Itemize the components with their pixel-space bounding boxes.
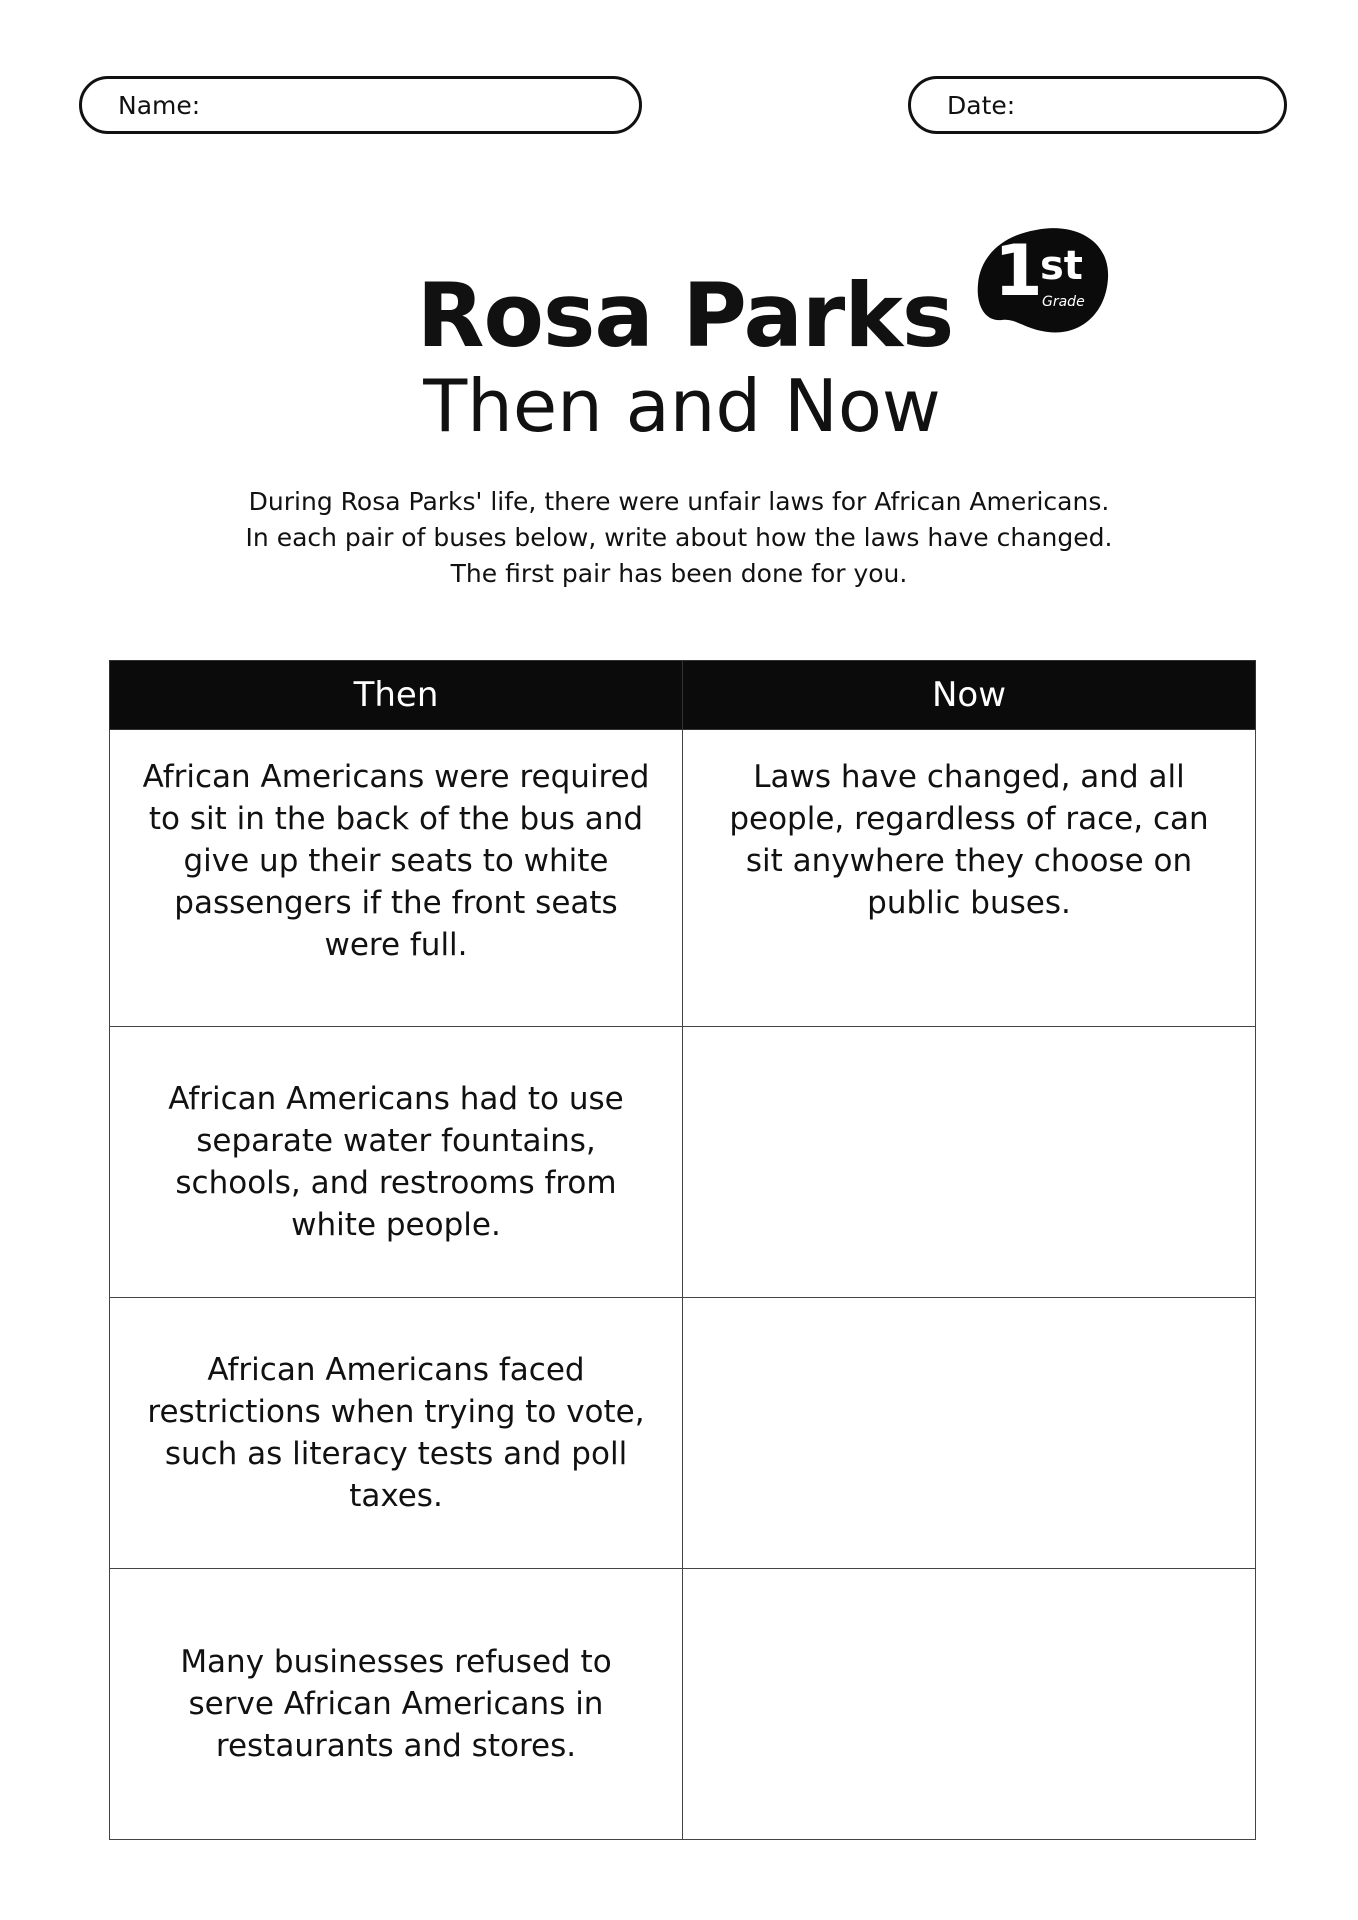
now-text: Laws have changed, and all people, regardless of race, can sit anywhere they choose on public buses. <box>729 759 1209 921</box>
name-label: Name: <box>118 90 201 120</box>
then-text: African Americans had to use separate water fountains, schools, and restrooms from white people. <box>168 1081 624 1243</box>
then-column-header: Then <box>110 661 683 730</box>
grade-number: 1 <box>994 230 1043 312</box>
then-text: African Americans faced restrictions when trying to vote, such as literacy tests and poll taxes. <box>147 1352 645 1514</box>
then-cell <box>110 1027 683 1298</box>
then-cell <box>110 730 683 1027</box>
worksheet-subtitle: Then and Now <box>423 364 941 448</box>
worksheet-title: Rosa Parks <box>416 264 954 367</box>
then-now-table <box>109 660 1256 1840</box>
now-cell[interactable] <box>683 730 1256 1027</box>
instruction-line: The first pair has been done for you. <box>450 559 908 588</box>
now-cell[interactable] <box>683 1027 1256 1298</box>
now-column-header: Now <box>683 661 1256 730</box>
table-row <box>110 1298 1256 1569</box>
now-cell[interactable] <box>683 1298 1256 1569</box>
grade-caption: Grade <box>1042 294 1085 310</box>
table-row <box>110 1569 1256 1840</box>
table-header-row <box>110 661 1256 730</box>
date-field[interactable] <box>908 76 1287 134</box>
date-label: Date: <box>947 90 1016 120</box>
instruction-line: In each pair of buses below, write about how the laws have changed. <box>245 523 1113 552</box>
now-cell[interactable] <box>683 1569 1256 1840</box>
grade-suffix: st <box>1040 243 1083 289</box>
then-text: Many businesses refused to serve African Americans in restaurants and stores. <box>180 1644 612 1764</box>
table-row <box>110 1027 1256 1298</box>
table-row <box>110 730 1256 1027</box>
name-field[interactable] <box>79 76 642 134</box>
instruction-line: During Rosa Parks' life, there were unfair laws for African Americans. <box>248 487 1110 516</box>
grade-badge <box>976 226 1110 340</box>
then-text: African Americans were required to sit in the back of the bus and give up their seats to white passengers if the front seats were full. <box>142 759 650 963</box>
then-cell <box>110 1298 683 1569</box>
instructions <box>0 484 1358 592</box>
then-cell <box>110 1569 683 1840</box>
